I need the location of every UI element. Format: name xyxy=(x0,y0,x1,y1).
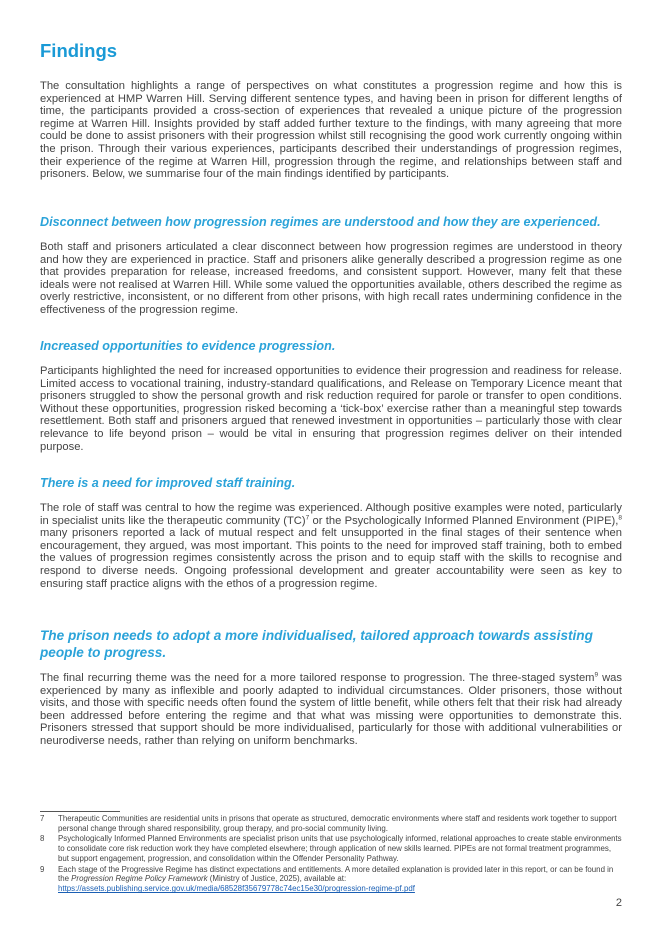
body-text: or the Psychologically Informed Planned Environment (PIPE), xyxy=(309,514,619,527)
footnote-number: 8 xyxy=(40,834,45,844)
document-page xyxy=(40,0,622,936)
body-text: The role of staff was central to how the regime was experienced. Although positive examples were noted, particularly in specialist units like the therapeutic community (TC) xyxy=(40,502,622,527)
section-body-disconnect: Both staff and prisoners articulated a clear disconnect between how progression regimes are understood in theory and how they are experienced in practice. Staff and prisoners alike generally described a progression regime as one that provides preparation for release, increased freedoms, and consistent support. However, many felt that these ideals were not realised at Warren Hill. While some valued the opportunities available, others described the regime as overly restrictive, inconsistent, or no different from other prisons, with high recall rates undermining confidence in the effectiveness of the progression regime. xyxy=(40,241,622,316)
page-number: 2 xyxy=(615,897,622,909)
policy-framework-title: Progression Regime Policy Framework xyxy=(71,874,208,884)
section-body-opportunities: Participants highlighted the need for increased opportunities to evidence their progression and readiness for release. Limited access to vocational training, industry-standard qualifications, and Release on Temporary Licence meant that prisoners struggled to show the personal growth and risk reduction required for parole or transfer to open conditions. Without these opportunities, progression risked becoming a ‘tick-box’ exercise rather than a meaningful step towards resettlement. Both staff and prisoners argued that renewed investment in opportunities – particularly those with clear relevance to life beyond prison – would be vital in ensuring that progression regimes deliver on their intended purpose. xyxy=(40,365,622,453)
section-heading-staff-training: There is a need for improved staff training. xyxy=(40,476,296,490)
footnote-7 xyxy=(40,814,622,834)
page-title: Findings xyxy=(40,40,118,61)
footnote-text: Therapeutic Communities are residential units in prisons that operate as structured, democratic environments where staff and residents work together to support personal change through shared responsibility, group therapy, and pro-social community living. xyxy=(58,814,617,833)
footnote-text-part: (Ministry of Justice, 2025), available at: xyxy=(207,874,347,884)
footnote-9 xyxy=(40,865,622,895)
policy-framework-link[interactable]: https://assets.publishing.service.gov.uk/media/68528f35679778c74ec15e30/progression-regime-pf.pdf xyxy=(58,884,415,894)
footnote-number: 7 xyxy=(40,814,45,823)
footnote-8 xyxy=(40,834,622,864)
body-text: was experienced by many as inflexible and poorly adapted to individual circumstances. Older prisoners, those without visits, and those with specific needs often found the system of little benefit, while others felt that their risk had already been addressed before entering the regime and that what was missing were opportunities to demonstrate this. Prisoners stressed that support should be more individualised, particularly for those with additional vulnerabilities or neurodiverse needs, rather than relying on uniform benchmarks. xyxy=(40,672,622,747)
section-heading-opportunities: Increased opportunities to evidence progression. xyxy=(40,339,336,353)
footnote-ref-8[interactable]: 8 xyxy=(618,513,622,521)
section-body-individualised xyxy=(40,672,622,748)
body-text: The final recurring theme was the need for a more tailored response to progression. The three-staged system xyxy=(40,672,595,684)
footnote-text xyxy=(58,865,622,895)
footnotes xyxy=(40,814,622,895)
section-heading-disconnect: Disconnect between how progression regimes are understood and how they are experienced. xyxy=(40,215,601,229)
footnote-text-part: Each stage of the Progressive Regime has distinct expectations and entitlements. A more detailed explanation is provided later in this report, or can be found in the xyxy=(58,864,614,884)
body-text: many prisoners reported a lack of mutual respect and felt unsupported in the final stages of their sentence when encouragement, they argued, was most important. This points to the need for improved staff training, both to embed the values of progression regimes consistently across the prison and to equip staff with the skills to recognise and respond to diverse needs. Ongoing professional development and greater accountability were seen as key to ensuring staff practice aligns with the ethos of a progression regime. xyxy=(40,527,622,590)
section-body-staff-training xyxy=(40,502,622,590)
footnote-number: 9 xyxy=(40,864,45,874)
section-heading-individualised: The prison needs to adopt a more individualised, tailored approach towards assisting people to progress. xyxy=(40,628,593,660)
footnote-divider xyxy=(40,811,120,812)
footnote-text: Psychologically Informed Planned Environments are specialist prison units that use psychologically informed, relational approaches to create stable environments to consolidate core risk reduction work they have completed elsewhere; through application of new skills learned. PIPEs are not formal treatment programmes, but support engagement, progression, and consolidation within the Offender Personality Pathway. xyxy=(58,834,622,864)
footnote-ref-9[interactable]: 9 xyxy=(594,671,599,679)
intro-paragraph: The consultation highlights a range of perspectives on what constitutes a progression regime and how this is experienced at HMP Warren Hill. Serving different sentence types, and having been in prison for different lengths of time, the participants provided a cross-section of experiences that revealed a unique picture of the progression regime at Warren Hill. Insights provided by staff added further texture to the findings, with many agreeing that more could be done to assist prisoners with their progression whilst still recognising the good work currently ongoing within the prison. Through their various experiences, participants described their understandings of progression regimes, their experience of the regime at Warren Hill, progression through the regime, and relationships between staff and prisoners. Below, we summarise four of the main findings identified by participants. xyxy=(40,80,622,181)
footnote-ref-7[interactable]: 7 xyxy=(305,513,310,521)
